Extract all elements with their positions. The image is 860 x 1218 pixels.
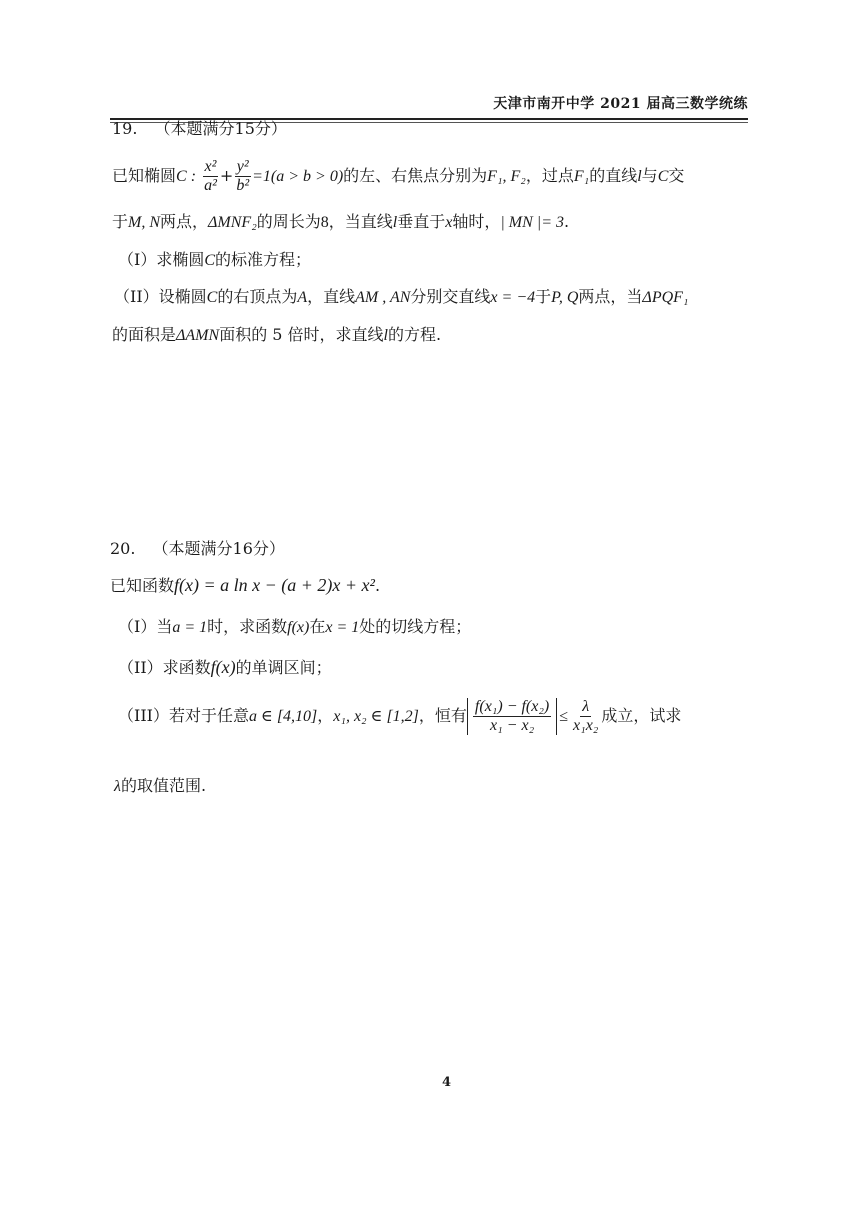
text: 处的切线方程； <box>359 617 472 636</box>
absolute-value <box>467 698 557 735</box>
numerator: f(x₁) − f(x₂) <box>474 698 550 715</box>
denominator: x₁x₂ <box>573 717 599 734</box>
text: 的标准方程； <box>215 250 312 269</box>
text: 的直线 <box>589 166 638 185</box>
text: 已知函数 <box>110 576 175 595</box>
math-pqf1: ΔPQF₁ <box>642 289 689 306</box>
math-a: A <box>297 289 308 306</box>
text: 成立，试求 <box>601 706 682 725</box>
denominator: b² <box>236 177 250 194</box>
q20-part-2 <box>118 655 332 680</box>
q20-line-1 <box>110 573 380 598</box>
q20-part-3-cont <box>114 774 206 799</box>
math-c: C <box>204 252 215 269</box>
fraction-y2-b2 <box>234 158 251 195</box>
math-l: l <box>383 327 388 344</box>
text: 的面积是 <box>112 325 177 344</box>
q19-part-2-cont <box>112 323 441 348</box>
math-a-eq-1: a = 1 <box>172 619 208 636</box>
q19-number: 19. <box>112 119 138 138</box>
text: （III）若对于任意 <box>118 706 249 725</box>
math-am-an: AM , AN <box>355 289 411 306</box>
math-le: ≤ <box>559 708 569 725</box>
text: ，当直线 <box>328 212 393 231</box>
math-amn: ΔAMN <box>176 327 220 344</box>
fraction-difference-quotient <box>473 698 551 735</box>
math-c: C : <box>176 168 197 185</box>
text: . <box>563 212 570 231</box>
q19-line-1: 已知椭圆C : $\frac{\text{x²}}{\text{a²}}$ + $\frac{\text{y²}}{\text{b²}}$ =1(a > b > 0)的左、右焦点分别为F₁, F₂，过点F₁的直线l与C交 <box>112 158 685 194</box>
text: （I）当 <box>118 617 173 636</box>
text: 分别交直线 <box>410 287 491 306</box>
text: 于 <box>535 287 552 306</box>
text: （I）求椭圆 <box>118 250 205 269</box>
q19-heading <box>112 117 287 141</box>
text: 的单调区间； <box>235 658 332 677</box>
text: 两点，当 <box>578 287 643 306</box>
math-fx: f(x) <box>210 657 236 677</box>
text: 交 <box>668 166 685 185</box>
numerator: x² <box>204 158 217 175</box>
q20-number: 20. <box>110 539 136 558</box>
text: 已知椭圆 <box>112 166 177 185</box>
math-f1: F₁ <box>573 168 590 185</box>
fraction-x2-a2 <box>202 158 219 195</box>
math-lambda: λ <box>114 778 121 795</box>
text: ，恒有 <box>418 706 467 725</box>
text: 两点， <box>160 212 209 231</box>
text: 在 <box>309 617 326 636</box>
math-a-range: a ∈ [4,10] <box>248 708 318 725</box>
q19-line-2 <box>112 210 569 235</box>
q20-score: （本题满分16分） <box>152 539 285 558</box>
math-condition: =1(a > b > 0) <box>252 168 344 185</box>
math-eight: 8 <box>320 214 329 231</box>
text: 时，求函数 <box>207 617 288 636</box>
q19-score: （本题满分15分） <box>154 119 287 138</box>
text: 的左、右焦点分别为 <box>343 166 488 185</box>
math-x-eq-1: x = 1 <box>325 619 360 636</box>
denominator: x₁ − x₂ <box>490 717 535 734</box>
math-mn-length: | MN |= 3 <box>500 214 564 231</box>
text: 的周长为 <box>256 212 321 231</box>
text: 轴时， <box>452 212 501 231</box>
denominator: a² <box>204 177 217 194</box>
page-number: 4 <box>442 1075 452 1090</box>
numerator: λ <box>582 698 590 715</box>
numerator: y² <box>236 158 249 175</box>
text: （II）求函数 <box>118 658 211 677</box>
math-x-range: x₁, x₂ ∈ [1,2] <box>333 708 419 725</box>
q20-heading <box>110 537 285 561</box>
math-pq: P, Q <box>551 289 579 306</box>
math-triangle: ΔMNF₂ <box>208 214 257 231</box>
q19-part-1 <box>118 248 311 273</box>
math-foci: F₁, F₂ <box>487 168 526 185</box>
text: 垂直于 <box>397 212 446 231</box>
math-l: l <box>392 214 398 231</box>
q20-part-3 <box>118 698 681 735</box>
text: ，过点 <box>525 166 574 185</box>
math-c: C <box>657 168 669 185</box>
text: ，直线 <box>307 287 356 306</box>
exam-header-title: 天津市南开中学 2021 届高三数学统练 <box>493 96 748 112</box>
math-mn: M, N <box>128 214 161 231</box>
text: 面积的 5 倍时，求直线 <box>219 325 384 344</box>
math-l: l <box>637 168 642 185</box>
math-fx: f(x) <box>287 619 310 636</box>
q20-part-1 <box>118 615 471 640</box>
math-function: f(x) = a ln x − (a + 2)x + x² <box>174 575 375 595</box>
text: ， <box>317 706 334 725</box>
text: 的取值范围. <box>120 776 207 795</box>
text: 与 <box>641 166 658 185</box>
text: 的右顶点为 <box>217 287 298 306</box>
text: （II）设椭圆 <box>114 287 207 306</box>
math-c: C <box>206 289 218 306</box>
math-x-minus-4: x = −4 <box>490 289 536 306</box>
text: 的方程. <box>388 325 442 344</box>
q19-part-2 <box>114 285 688 310</box>
text: 于 <box>112 212 129 231</box>
text: . <box>374 576 381 595</box>
fraction-lambda <box>571 698 600 735</box>
math-x: x <box>445 214 453 231</box>
